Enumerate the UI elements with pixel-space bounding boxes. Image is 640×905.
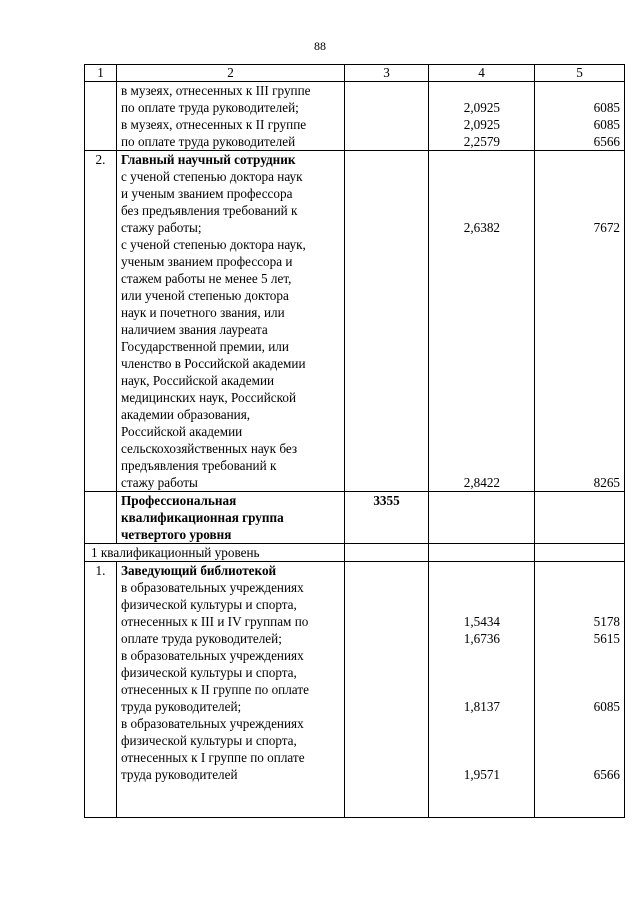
- header-col-1: 1: [85, 65, 117, 82]
- cell-description: [117, 151, 345, 492]
- coefficient-value: 2,0925: [463, 117, 500, 132]
- cell-col3: [345, 82, 429, 151]
- text-line: стажу работы: [121, 475, 198, 490]
- text-line: труда руководителей;: [121, 699, 242, 714]
- text-line: с ученой степенью доктора наук,: [121, 237, 306, 252]
- text-line: отнесенных к I группе по оплате: [121, 750, 305, 765]
- table-row-museums: [85, 82, 625, 151]
- text-line: физической культуры и спорта,: [121, 597, 297, 612]
- cell-coefficient: [429, 492, 535, 544]
- coefficient-value: 1,8137: [463, 699, 500, 714]
- cell-salary: [535, 562, 625, 818]
- coefficient-value: 1,6736: [463, 631, 500, 646]
- text-line: с ученой степенью доктора наук: [121, 169, 303, 184]
- text-line: медицинских наук, Российской: [121, 390, 296, 405]
- cell-coefficient: [429, 151, 535, 492]
- salary-value: 7672: [593, 220, 620, 235]
- text-line: академии образования,: [121, 407, 251, 422]
- text-line: в образовательных учреждениях: [121, 648, 304, 663]
- group-title: [117, 492, 345, 544]
- coefficient-value: 2,0925: [463, 100, 500, 115]
- text-line: членство в Российской академии: [121, 356, 306, 371]
- cell-col3: [345, 544, 429, 562]
- text-line: в образовательных учреждениях: [121, 580, 304, 595]
- position-title: Главный научный сотрудник: [121, 152, 296, 167]
- text-line: по оплате труда руководителей;: [121, 100, 299, 115]
- text-line: Российской академии: [121, 424, 243, 439]
- cell-coefficient: [429, 562, 535, 818]
- header-col-5: 5: [535, 65, 625, 82]
- salary-value: 6085: [593, 117, 620, 132]
- coefficient-value: 2,2579: [463, 134, 500, 149]
- text-line: в музеях, отнесенных к II группе: [121, 117, 307, 132]
- cell-num: 1.: [85, 562, 117, 818]
- cell-description: [117, 562, 345, 818]
- table-header-row: [85, 65, 625, 82]
- text-line: труда руководителей: [121, 767, 238, 782]
- text-line: наличием звания лауреата: [121, 322, 268, 337]
- table-row-level: [85, 544, 625, 562]
- cell-num: 2.: [85, 151, 117, 492]
- salary-value: 5615: [593, 631, 620, 646]
- text-line: квалификационная группа: [121, 510, 284, 525]
- salary-value: 6566: [593, 767, 620, 782]
- text-line: четвертого уровня: [121, 527, 232, 542]
- position-title: Заведующий библиотекой: [121, 563, 277, 578]
- cell-num: [85, 82, 117, 151]
- coefficient-value: 2,6382: [463, 220, 500, 235]
- coefficient-value: 1,5434: [463, 614, 500, 629]
- table-row-group-4: [85, 492, 625, 544]
- salary-value: 6085: [593, 699, 620, 714]
- salary-table: [84, 64, 625, 818]
- text-line: или ученой степенью доктора: [121, 288, 289, 303]
- text-line: отнесенных к III и IV группам по: [121, 614, 309, 629]
- header-col-3: 3: [345, 65, 429, 82]
- text-line: Профессиональная: [121, 493, 237, 508]
- text-line: сельскохозяйственных наук без: [121, 441, 298, 456]
- text-line: физической культуры и спорта,: [121, 665, 297, 680]
- header-col-4: 4: [429, 65, 535, 82]
- text-line: отнесенных к II группе по оплате: [121, 682, 309, 697]
- salary-value: 6566: [593, 134, 620, 149]
- qualification-level: 1 квалификационный уровень: [85, 544, 345, 562]
- text-line: и ученым званием профессора: [121, 186, 293, 201]
- cell-coefficient: [429, 82, 535, 151]
- cell-col3: [345, 562, 429, 818]
- header-col-2: 2: [117, 65, 345, 82]
- cell-salary: [535, 544, 625, 562]
- cell-num: [85, 492, 117, 544]
- salary-value: 5178: [593, 614, 620, 629]
- cell-col3: [345, 151, 429, 492]
- cell-coefficient: [429, 544, 535, 562]
- text-line: в образовательных учреждениях: [121, 716, 304, 731]
- cell-salary: [535, 151, 625, 492]
- cell-description: [117, 82, 345, 151]
- coefficient-value: 1,9571: [463, 767, 500, 782]
- cell-salary: [535, 82, 625, 151]
- text-line: ученым званием профессора и: [121, 254, 293, 269]
- text-line: предъявления требований к: [121, 458, 277, 473]
- text-line: оплате труда руководителей;: [121, 631, 282, 646]
- text-line: без предъявления требований к: [121, 203, 298, 218]
- text-line: в музеях, отнесенных к III группе: [121, 83, 311, 98]
- page-number: 88: [314, 39, 326, 53]
- table-row-library-head: [85, 562, 625, 818]
- text-line: физической культуры и спорта,: [121, 733, 297, 748]
- text-line: наук и почетного звания, или: [121, 305, 285, 320]
- salary-value: 8265: [593, 475, 620, 490]
- text-line: по оплате труда руководителей: [121, 134, 296, 149]
- text-line: наук, Российской академии: [121, 373, 275, 388]
- text-line: стажем работы не менее 5 лет,: [121, 271, 292, 286]
- salary-value: 6085: [593, 100, 620, 115]
- table-row-chief-researcher: [85, 151, 625, 492]
- text-line: Государственной премии, или: [121, 339, 289, 354]
- cell-salary: [535, 492, 625, 544]
- text-line: стажу работы;: [121, 220, 202, 235]
- coefficient-value: 2,8422: [463, 475, 500, 490]
- group-base-salary: 3355: [345, 492, 429, 544]
